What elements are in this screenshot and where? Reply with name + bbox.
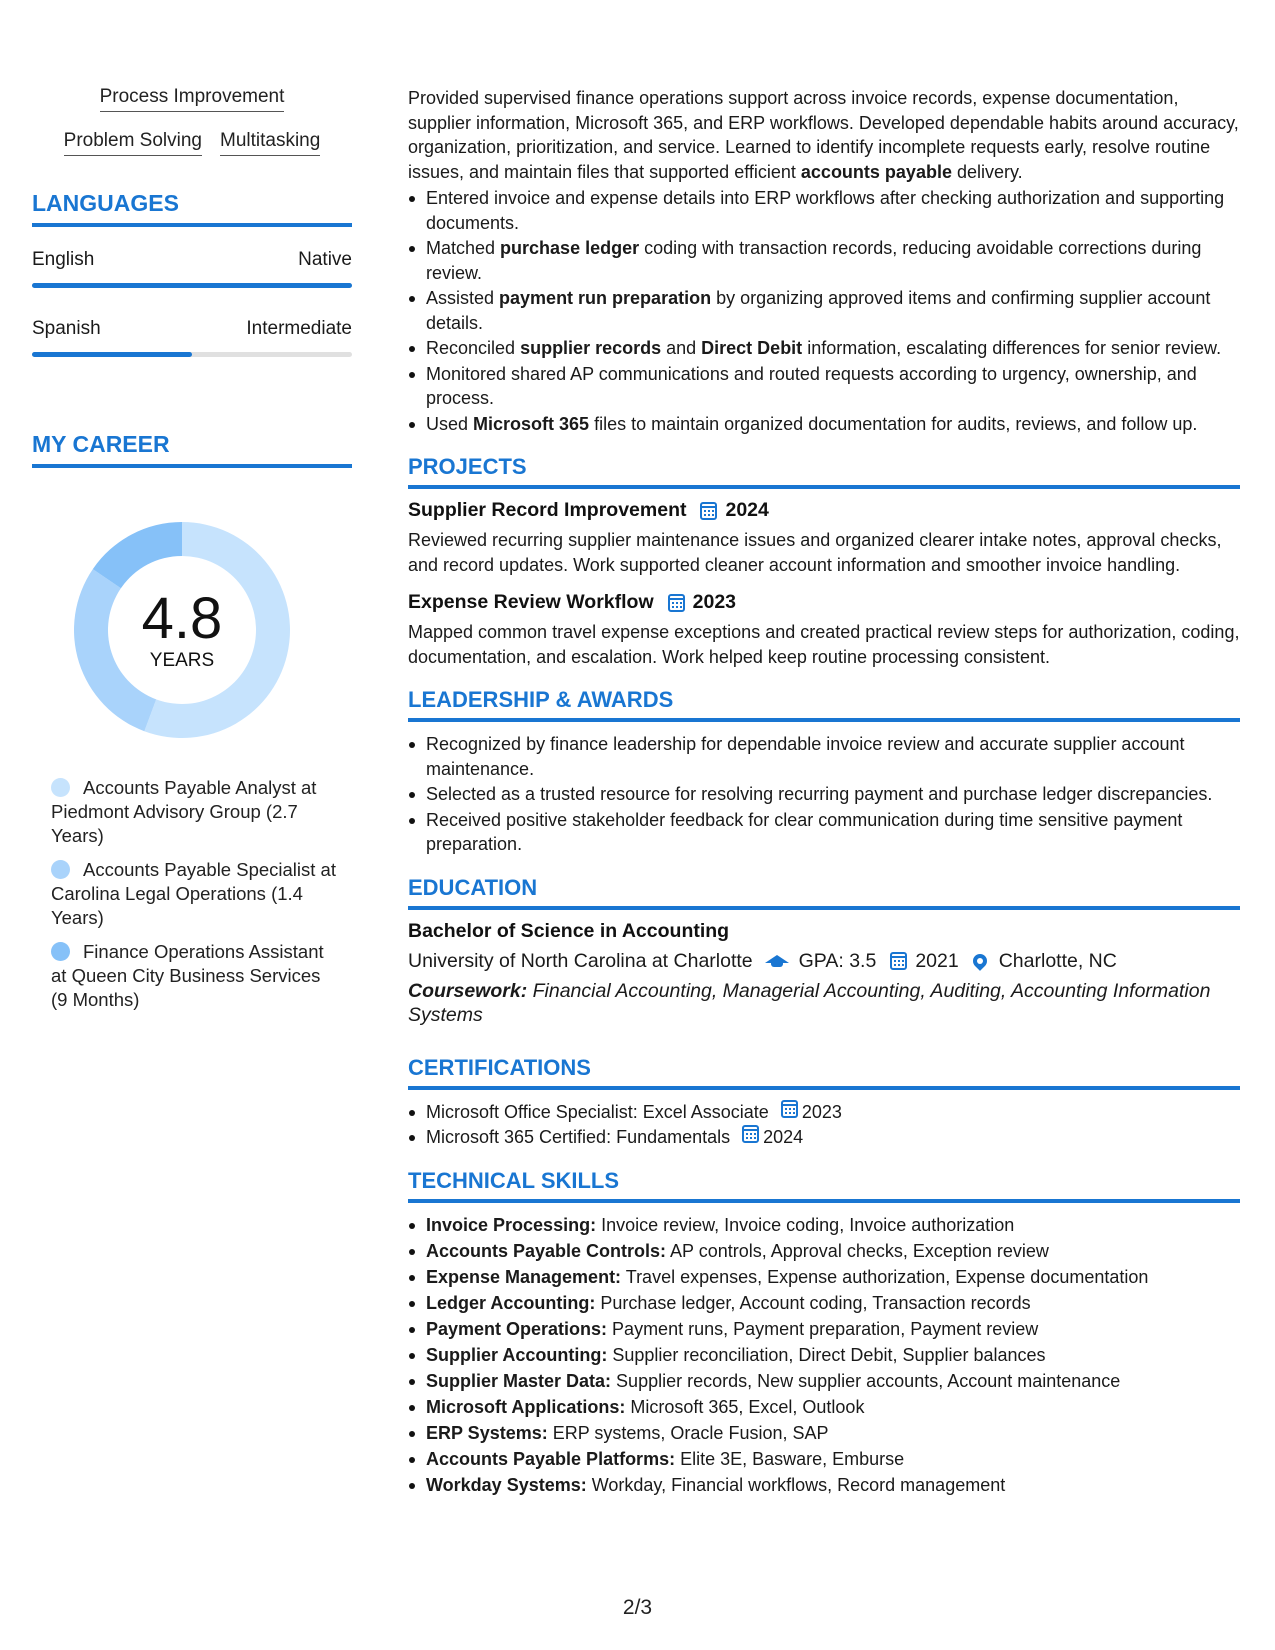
career-total: 4.8 [141,586,223,651]
technical-skill-item [408,1395,1240,1420]
coursework-list: Financial Accounting, Managerial Accounting, Auditing, Accounting Information Systems [408,979,1211,1026]
technical-skill-label: Ledger Accounting: [426,1292,596,1313]
technical-skill-value: ERP systems, Oracle Fusion, SAP [547,1422,829,1443]
technical-skill-item [408,1317,1240,1342]
technical-skill-value: Microsoft 365, Excel, Outlook [625,1396,865,1417]
leadership-title: LEADERSHIP & AWARDS [408,687,1240,722]
certification-item [408,1125,1240,1150]
skill-tag: Process Improvement [100,86,285,112]
technical-skill-label: Expense Management: [426,1266,622,1287]
certifications-title: CERTIFICATIONS [408,1055,1240,1090]
skill-tag: Multitasking [220,130,320,156]
coursework-label: Coursework: [408,979,528,1002]
technical-skill-value: Travel expenses, Expense authorization, Expense documentation [621,1266,1149,1287]
skill-tags [32,86,352,156]
project-name: Expense Review Workflow [408,591,654,613]
experience-bullet: Assisted payment run preparation by organizing approved items and confirming supplier account details. [408,286,1240,335]
certification-name: Microsoft Office Specialist: Excel Associate [426,1101,769,1122]
technical-skill-item [408,1369,1240,1394]
experience-bullet: Reconciled supplier records and Direct Debit information, escalating differences for senior review. [408,336,1240,361]
leadership-bullets [408,732,1240,857]
project-description: Mapped common travel expense exceptions and created practical review steps for authorization, coding, documentation, and escalation. Work helped keep routine processing consistent. [408,622,1240,667]
experience-bullet: Matched purchase ledger coding with transaction records, reducing avoidable corrections during review. [408,236,1240,285]
certification-list [408,1100,1240,1150]
technical-skill-label: ERP Systems: [426,1422,548,1443]
career-legend-item [51,776,341,848]
career-legend-item [51,940,341,1012]
technical-skill-item [408,1447,1240,1472]
career-legend-text: Accounts Payable Analyst at Piedmont Advisory Group (2.7 Years) [51,777,317,846]
skill-tag: Problem Solving [64,130,202,156]
language-bar [32,352,352,357]
language-bar-fill [32,283,352,288]
experience-bullet: Entered invoice and expense details into ERP workflows after checking authorization and supporting documents. [408,186,1240,235]
skill-tag-row [32,86,352,112]
technical-skill-label: Microsoft Applications: [426,1396,626,1417]
technical-skill-label: Accounts Payable Controls: [426,1240,667,1261]
degree: Bachelor of Science in Accounting [408,919,730,942]
graduation-year: 2021 [915,949,959,972]
leadership-bullet: Selected as a trusted resource for resolving recurring payment and purchase ledger discrepancies. [408,782,1240,807]
technical-skill-item [408,1213,1240,1238]
calendar-icon [742,1125,759,1143]
legend-dot [51,860,70,879]
technical-skills-title: TECHNICAL SKILLS [408,1168,1240,1203]
technical-skill-value: Supplier reconciliation, Direct Debit, Supplier balances [607,1344,1046,1365]
language-item [32,318,352,357]
technical-skill-item [408,1265,1240,1290]
language-name: Spanish [32,318,101,339]
skill-tag-row [32,130,352,156]
project-description: Reviewed recurring supplier maintenance issues and organized clearer intake notes, approval checks, and record updates. Work supported cleaner account information and smoother invoice handling. [408,530,1222,575]
technical-skill-label: Payment Operations: [426,1318,608,1339]
legend-dot [51,942,70,961]
certification-item [408,1100,1240,1125]
school-name: University of North Carolina at Charlotte [408,949,753,972]
leadership-bullet: Recognized by finance leadership for dependable invoice review and accurate supplier account maintenance. [408,732,1240,781]
technical-skill-item [408,1239,1240,1264]
legend-dot [51,778,70,797]
location: Charlotte, NC [998,949,1117,972]
education-details [408,950,1240,973]
career-legend-text: Finance Operations Assistant at Queen City Business Services (9 Months) [51,941,324,1010]
technical-skill-value: Payment runs, Payment preparation, Payment review [607,1318,1039,1339]
languages-title: LANGUAGES [32,190,352,227]
calendar-icon [890,952,907,970]
language-bar-fill [32,352,192,357]
education-title: EDUCATION [408,875,1240,910]
graduation-cap-icon [765,955,789,963]
technical-skill-item [408,1421,1240,1446]
technical-skill-label: Supplier Master Data: [426,1370,612,1391]
career-legend-item [51,858,341,930]
projects-title: PROJECTS [408,454,1240,489]
technical-skill-value: Purchase ledger, Account coding, Transaction records [595,1292,1031,1313]
language-level: Intermediate [246,318,352,339]
technical-skill-value: Workday, Financial workflows, Record management [586,1474,1006,1495]
technical-skill-label: Invoice Processing: [426,1214,597,1235]
technical-skill-item [408,1343,1240,1368]
technical-skills-list [408,1213,1240,1498]
project-name: Supplier Record Improvement [408,499,687,521]
experience-bullet: Used Microsoft 365 files to maintain organized documentation for audits, reviews, and follow up. [408,412,1240,437]
certification-year: 2024 [763,1127,804,1147]
language-level: Native [298,249,352,270]
project-item [408,591,1240,669]
career-legend [51,776,341,1012]
technical-skill-label: Supplier Accounting: [426,1344,608,1365]
language-bar [32,283,352,288]
left-column [32,86,352,1022]
calendar-icon [668,594,685,612]
project-item [408,499,1240,577]
language-name: English [32,249,95,270]
project-year: 2023 [692,591,737,613]
page-number: 2/3 [622,1596,653,1619]
leadership-bullet: Received positive stakeholder feedback for clear communication during time sensitive payment preparation. [408,808,1240,857]
career-title: MY CAREER [32,431,352,468]
technical-skill-value: AP controls, Approval checks, Exception review [666,1240,1049,1261]
career-unit: YEARS [149,650,215,671]
technical-skill-label: Workday Systems: [426,1474,587,1495]
certification-name: Microsoft 365 Certified: Fundamentals [426,1127,731,1147]
career-donut-chart [62,510,302,750]
technical-skill-value: Invoice review, Invoice coding, Invoice authorization [596,1214,1015,1235]
gpa: GPA: 3.5 [798,949,877,972]
experience-summary: Provided supervised finance operations support across invoice records, expense documentation, supplier information, Microsoft 365, and ERP workflows. Developed dependable habits around accuracy, organization, prioritization, and service. Learned to identify incomplete requests early, resolve routine issues, and maintain files that supported efficient accounts payable delivery. [408,88,1239,182]
project-year: 2024 [725,499,769,521]
experience-bullet: Monitored shared AP communications and routed requests according to urgency, ownership, and process. [408,362,1240,411]
experience-bullets [408,186,1240,436]
calendar-icon [781,1100,798,1118]
technical-skill-item [408,1473,1240,1498]
right-column [408,86,1240,1499]
technical-skill-value: Elite 3E, Basware, Emburse [675,1448,905,1469]
technical-skill-label: Accounts Payable Platforms: [426,1448,676,1469]
certification-year: 2023 [801,1101,842,1122]
career-legend-text: Accounts Payable Specialist at Carolina Legal Operations (1.4 Years) [51,859,336,928]
coursework [408,979,1240,1027]
calendar-icon [700,502,717,520]
technical-skill-value: Supplier records, New supplier accounts, Account maintenance [611,1370,1121,1391]
location-pin-icon [970,951,990,971]
language-item [32,249,352,288]
technical-skill-item [408,1291,1240,1316]
